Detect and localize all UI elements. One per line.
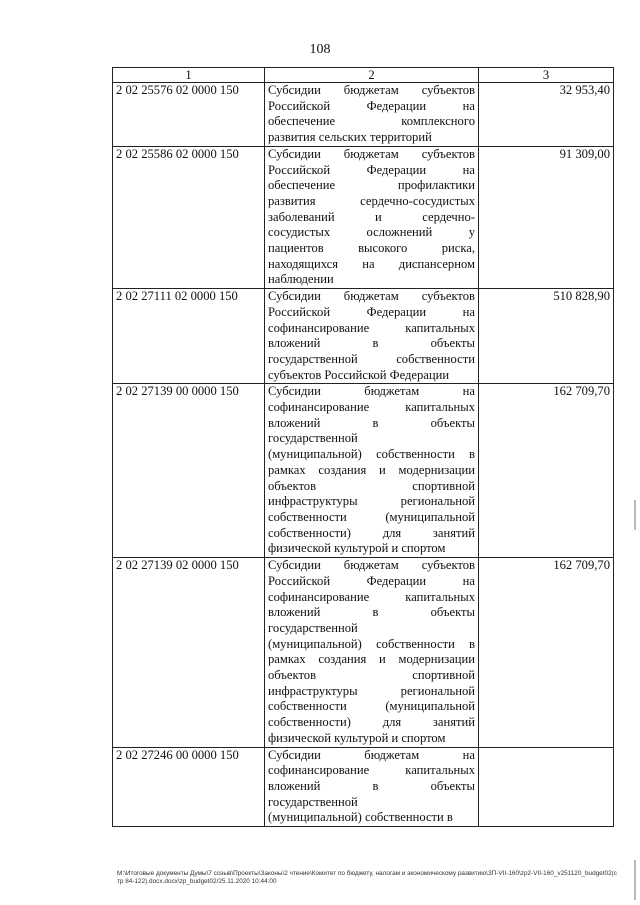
description-line: софинансирование капитальных [268,320,475,335]
budget-description [265,558,479,747]
description-line: инфраструктуры региональной [268,683,475,698]
description-line: собственности) для занятий [268,715,475,730]
budget-code: 2 02 27139 02 0000 150 [113,558,265,747]
table-row [113,83,614,147]
budget-description [265,289,479,384]
budget-amount [479,747,614,827]
description-line: Российской Федерации на [268,304,475,319]
description-line: собственности (муниципальной [268,509,475,524]
table-row [113,289,614,384]
budget-amount: 91 309,00 [479,146,614,288]
description-line: обеспечение профилактики [268,178,475,193]
budget-amount: 510 828,90 [479,289,614,384]
description-line: вложений в объекты [268,778,475,793]
description-line: обеспечение комплексного [268,114,475,129]
budget-description [265,747,479,827]
description-line: государственной [268,794,358,809]
description-line: физической культурой и спортом [268,541,446,556]
scan-edge-mark [634,500,636,530]
description-line: Российской Федерации на [268,573,475,588]
budget-amount: 162 709,70 [479,558,614,747]
description-line: Субсидии бюджетам субъектов [268,289,475,304]
description-line: (муниципальной) собственности в [268,810,453,825]
description-line: физической культурой и спортом [268,730,446,745]
description-line: инфраструктуры региональной [268,494,475,509]
description-line: государственной [268,620,358,635]
description-line: Субсидии бюджетам субъектов [268,146,475,161]
description-line: (муниципальной) собственности в [268,447,475,462]
table-row [113,384,614,558]
table-header-row [113,68,614,83]
description-line: государственной [268,431,358,446]
description-line: Субсидии бюджетам на [268,384,475,399]
scan-edge-mark [634,860,636,900]
table-row [113,747,614,827]
description-line: Российской Федерации на [268,162,475,177]
description-line: Субсидии бюджетам на [268,747,475,762]
budget-code: 2 02 27111 02 0000 150 [113,289,265,384]
page-number: 108 [309,42,331,57]
budget-table [112,67,614,827]
description-line: собственности) для занятий [268,525,475,540]
budget-amount: 32 953,40 [479,83,614,147]
budget-description [265,146,479,288]
table-body [113,83,614,827]
budget-code: 2 02 27139 00 0000 150 [113,384,265,558]
description-line: рамках создания и модернизации [268,462,475,477]
description-line: наблюдении [268,272,334,287]
budget-code: 2 02 25586 02 0000 150 [113,146,265,288]
table-row [113,558,614,747]
description-line: находящихся на диспансерном [268,256,475,271]
description-line: объектов спортивной [268,668,475,683]
file-path-footer: M:\Итоговые документы Думы\7 созыв\Проекты\Законы\2 чтение\Комитет по бюджету, налогам и экономическому развитию\ЗП-VII-160\zp2-VII-160_v251120_budget02(стр 84-122).docx.docx\zp_budget02/25.11.2020 10:44:00 [117,870,617,885]
description-line: вложений в объекты [268,605,475,620]
budget-description [265,384,479,558]
description-line: софинансирование капитальных [268,589,475,604]
description-line: Субсидии бюджетам субъектов [268,83,475,97]
column-header-code: 1 [113,68,265,83]
column-header-description: 2 [265,68,479,83]
table-row [113,146,614,288]
description-line: Субсидии бюджетам субъектов [268,558,475,573]
description-line: вложений в объекты [268,415,475,430]
description-line: развития сердечно-сосудистых [268,193,475,208]
budget-amount: 162 709,70 [479,384,614,558]
description-line: пациентов высокого риска, [268,241,475,256]
budget-code: 2 02 27246 00 0000 150 [113,747,265,827]
budget-code: 2 02 25576 02 0000 150 [113,83,265,147]
description-line: Российской Федерации на [268,98,475,113]
description-line: софинансирование капитальных [268,400,475,415]
description-line: сосудистых осложнений у [268,225,475,240]
description-line: собственности (муниципальной [268,699,475,714]
description-line: рамках создания и модернизации [268,652,475,667]
description-line: заболеваний и сердечно- [268,209,475,224]
description-line: государственной собственности [268,351,475,366]
description-line: объектов спортивной [268,478,475,493]
column-header-amount: 3 [479,68,614,83]
description-line: (муниципальной) собственности в [268,636,475,651]
description-line: вложений в объекты [268,336,475,351]
description-line: развития сельских территорий [268,130,432,145]
description-line: субъектов Российской Федерации [268,367,450,382]
description-line: софинансирование капитальных [268,763,475,778]
budget-description [265,83,479,147]
